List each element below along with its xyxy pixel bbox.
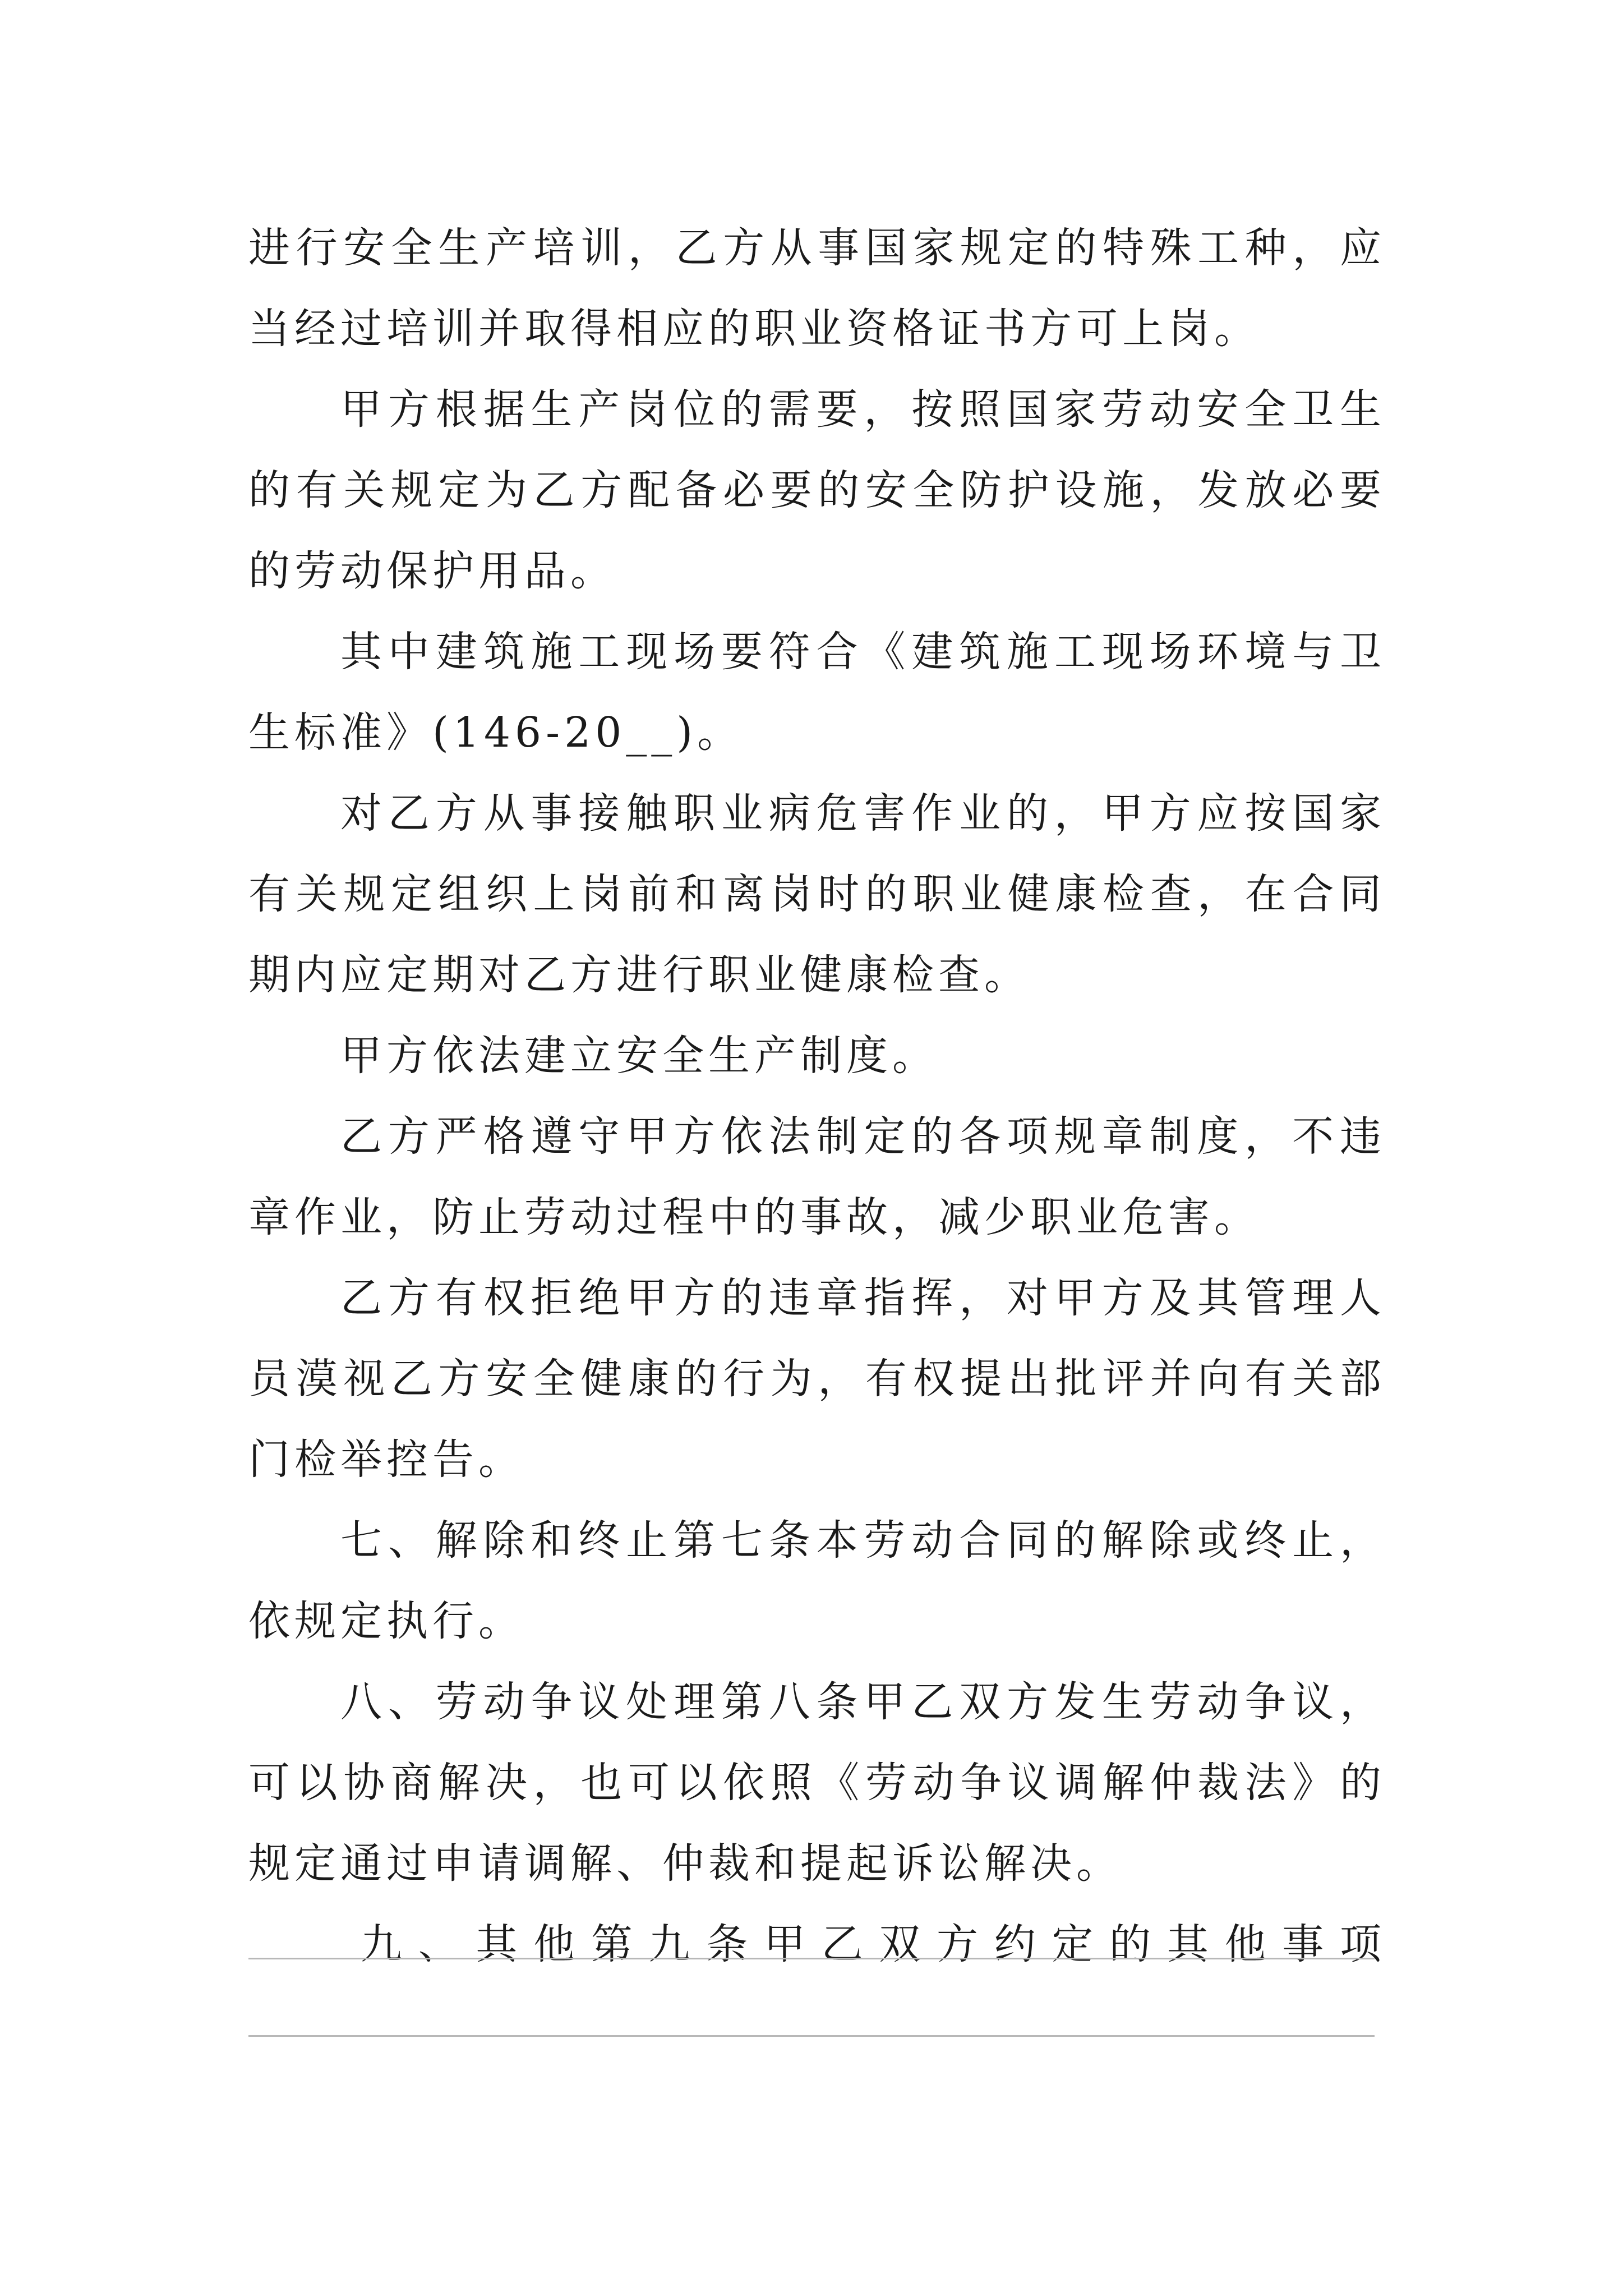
paragraph-safety-training: 进行安全生产培训，乙方从事国家规定的特殊工种，应当经过培训并取得相应的职业资格证书方可上岗。 (248, 224, 1386, 353)
section-seven-termination: 七、解除和终止第七条本劳动合同的解除或终止，依规定执行。 (248, 1516, 1386, 1645)
blank-fill-line-2 (248, 2035, 1375, 2037)
paragraph-right-to-refuse: 乙方有权拒绝甲方的违章指挥，对甲方及其管理人员漠视乙方安全健康的行为，有权提出批评并向有关部门检举控告。 (248, 1274, 1386, 1484)
blank-fill-line-1 (248, 1958, 1375, 1959)
paragraph-safety-system: 甲方依法建立安全生产制度。 (340, 1032, 938, 1080)
paragraph-protective-equipment: 甲方根据生产岗位的需要，按照国家劳动安全卫生的有关规定为乙方配备必要的安全防护设施，发放必要的劳动保护用品。 (248, 385, 1386, 595)
section-nine-other: 九、其他第九条甲乙双方约定的其他事项 (361, 1920, 1386, 1968)
paragraph-health-check: 对乙方从事接触职业病危害作业的，甲方应按国家有关规定组织上岗前和离岗时的职业健康检查，在合同期内应定期对乙方进行职业健康检查。 (248, 789, 1386, 999)
paragraph-construction-standard: 其中建筑施工现场要符合《建筑施工现场环境与卫生标准》(146-20__)。 (248, 628, 1386, 757)
section-eight-disputes: 八、劳动争议处理第八条甲乙双方发生劳动争议，可以协商解决，也可以依照《劳动争议调解仲裁法》的规定通过申请调解、仲裁和提起诉讼解决。 (248, 1678, 1386, 1888)
document-body (248, 208, 1386, 1985)
paragraph-rules-compliance: 乙方严格遵守甲方依法制定的各项规章制度，不违章作业，防止劳动过程中的事故，减少职业危害。 (248, 1112, 1386, 1241)
